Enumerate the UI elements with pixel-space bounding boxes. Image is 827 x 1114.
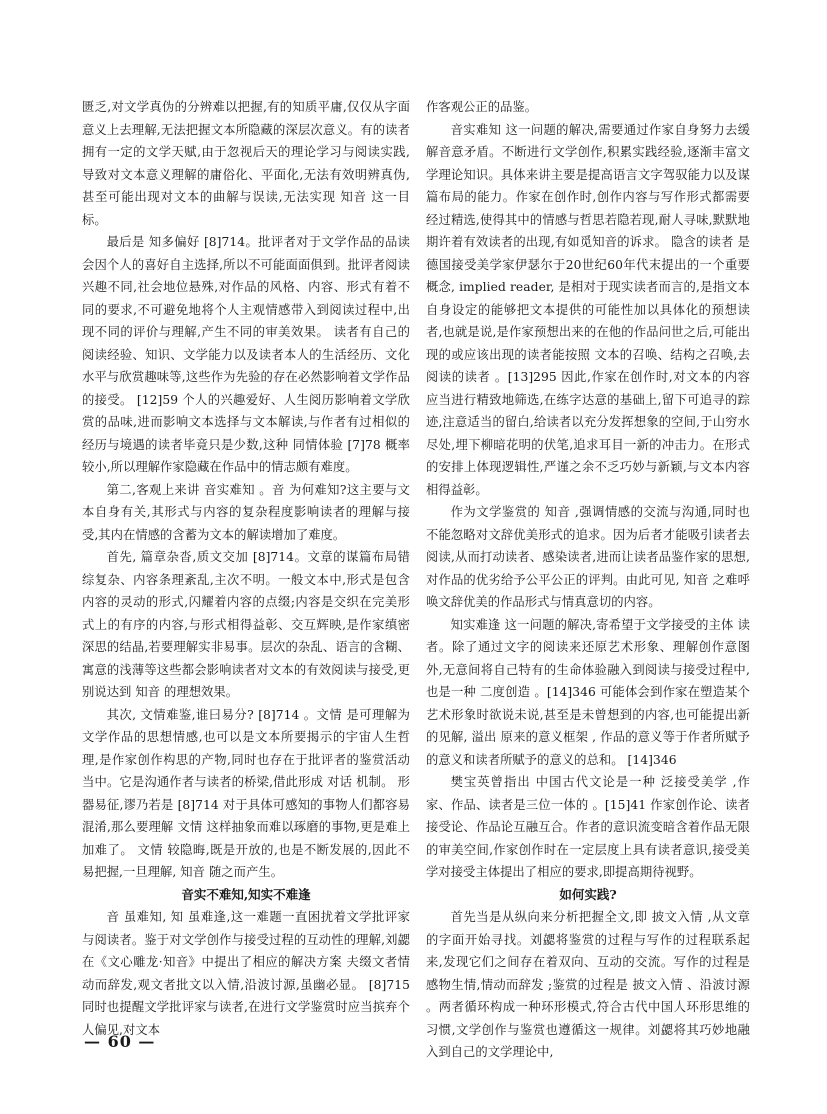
paragraph: 知实难逢 这一问题的解决,寄希望于文学接受的主体 读者。除了通过文字的阅读来还原艺术形象、理解创作意图外,无意间将自己特有的生命体验融入到阅读与接受过程中,也是一种 二度创造 。[14]346 可能体会到作家在塑造某个艺术形象时欲说未说,甚至是未曾想到的内容,也可能提出新的见解, 溢出 原来的意义框架 , 作品的意义等于作者所赋予的意义和读者所赋予的意义的总和。 [14]346	[426, 617, 750, 767]
paragraph: 最后是 知多偏好 [8]714。批评者对于文学作品的品读会因个人的喜好自主选择,所以不可能面面俱到。批评者阅读兴趣不同,社会地位悬殊,对作品的风格、内容、形式有着不同的要求,不可避免地将个人主观情感带入到阅读过程中,出现不同的评价与理解,产生不同的审美效果。 读者有自己的阅读经验、知识、文学能力以及读者本人的生活经历、文化水平与欣赏趣味等,这些作为先验的存在必然影响着文学作品的接受。 [12]59 个人的兴趣爱好、人生阅历影响着文学欣赏的品味,进而影响文本选择与文本解读,与作者有过相似的经历与境遇的读者毕竟只是少数,这种 同情体验 [7]78 概率较小,所以理解作家隐藏在作品中的情志颇有难度。	[82, 235, 410, 474]
section-heading: 音实不难知,知实不难逢	[181, 886, 311, 902]
left-column	[82, 96, 410, 1041]
paragraph: 音实难知 这一问题的解决,需要通过作家自身努力去缓解音意矛盾。不断进行文学创作,积累实践经验,逐渐丰富文学理论知识。具体来讲主要是提高语言文字驾驭能力以及谋篇布局的能力。作家在创作时,创作内容与写作形式都需要经过精选,使得其中的情感与哲思若隐若现,耐人寻味,默默地期许着有效读者的出现,有如觅知音的诉求。 隐含的读者 是德国接受美学家伊瑟尔于20世纪60年代末提出的一个重要概念, implied reader, 是相对于现实读者而言的,是指文本自身设定的能够把文本提供的可能性加以具体化的预想读者,也就是说,是作家预想出来的在他的作品问世之后,可能出现的或应该出现的读者能按照 文本的召唤、结构之召唤,去阅读的读者 。[13]295 因此,作家在创作时,对文本的内容应当进行精致地筛选,在练字达意的基础上,留下可追寻的踪迹,注意适当的留白,给读者以充分发挥想象的空间,于山穷水尽处,埋下柳暗花明的伏笔,追求耳目一新的冲击力。在形式的安排上体现逻辑性,严谨之余不乏巧妙与新颖,与文本内容相得益彰。	[426, 122, 750, 497]
paragraph: 作客观公正的品鉴。	[426, 100, 538, 114]
right-column	[426, 96, 750, 1064]
section-heading: 如何实践?	[559, 886, 617, 902]
page-number: — 60 —	[84, 1032, 156, 1051]
paragraph: 首先, 篇章杂沓,质文交加 [8]714。文章的谋篇布局错综复杂、内容条理紊乱,主次不明。一般文本中,形式是包含内容的灵动的形式,闪耀着内容的点缀;内容是交织在完美形式上的有序的内容,与形式相得益彰、交互辉映,是作家缜密深思的结晶,若要理解实非易事。层次的杂乱、语言的含糊、寓意的浅薄等这些都会影响读者对文本的有效阅读与接受,更别说达到 知音 的理想效果。	[82, 550, 410, 699]
paragraph: 匮乏,对文学真伪的分辨难以把握,有的知质平庸,仅仅从字面意义上去理解,无法把握文本所隐藏的深层次意义。有的读者拥有一定的文学天赋,由于忽视后天的理论学习与阅读实践,导致对文本意义理解的庸俗化、平面化,无法有效明辨真伪,甚至可能出现对文本的曲解与误读,无法实现 知音 这一目标。	[82, 100, 410, 227]
paragraph: 第二,客观上来讲 音实难知 。音 为何难知?这主要与文本自身有关,其形式与内容的复杂程度影响读者的理解与接受,其内在情感的含蓄为文本的解读增加了难度。	[82, 482, 410, 542]
paragraph: 其次, 文情难鉴,谁曰易分? [8]714 。文情 是可理解为文学作品的思想情感,也可以是文本所要揭示的宇宙人生哲理,是作家创作构思的产物,同时也存在于批评者的鉴赏活动当中。它是沟通作者与读者的桥梁,借此形成 对话 机制。 形器易征,谬乃若是 [8]714 对于具体可感知的事物人们都容易混淆,那么要理解 文情 这样抽象而难以琢磨的事物,更是难上加难了。 文情 较隐晦,既是开放的,也是不断发展的,因此不易把握,一旦理解, 知音 随之而产生。	[82, 707, 410, 879]
paragraph: 首先当是从纵向来分析把握全文,即 披文入情 ,从文章的字面开始寻找。刘勰将鉴赏的过程与写作的过程联系起来,发现它们之间存在着双向、互动的交流。写作的过程是感物生情,情动而辞发 ;鉴赏的过程是 披文入情 、沿波讨源 。两者循环构成一种环形模式,符合古代中国人环形思维的习惯,文学创作与鉴赏也遵循这一规律。刘勰将其巧妙地融入到自己的文学理论中,	[426, 910, 750, 1059]
paragraph: 音 虽难知, 知 虽难逢,这一难题一直困扰着文学批评家与阅读者。鉴于对文学创作与接受过程的互动性的理解,刘勰在《文心雕龙·知音》中提出了相应的解决方案 夫缀文者情动而辞发,观文者批文以入情,沿波讨源,虽幽必显。 [8]715 同时也提醒文学批评家与读者,在进行文学鉴赏时应当摈弃个人偏见,对文本	[82, 910, 410, 1037]
paragraph: 樊宝英曾指出 中国古代文论是一种 泛接受美学 ,作家、作品、读者是三位一体的 。[15]41 作家创作论、读者接受论、作品论互融互合。作者的意识流变暗含着作品无限的审美空间,作家创作时在一定层度上具有读者意识,接受美学对接受主体提出了相应的要求,即提高期待视野。	[426, 775, 750, 879]
paragraph: 作为文学鉴赏的 知音 ,强调情感的交流与沟通,同时也不能忽略对文辞优美形式的追求。因为后者才能吸引读者去阅读,从而打动读者、感染读者,进而让读者品鉴作家的思想,对作品的优劣给予公平公正的评判。由此可见, 知音 之难呼唤文辞优美的作品形式与情真意切的内容。	[426, 505, 750, 609]
